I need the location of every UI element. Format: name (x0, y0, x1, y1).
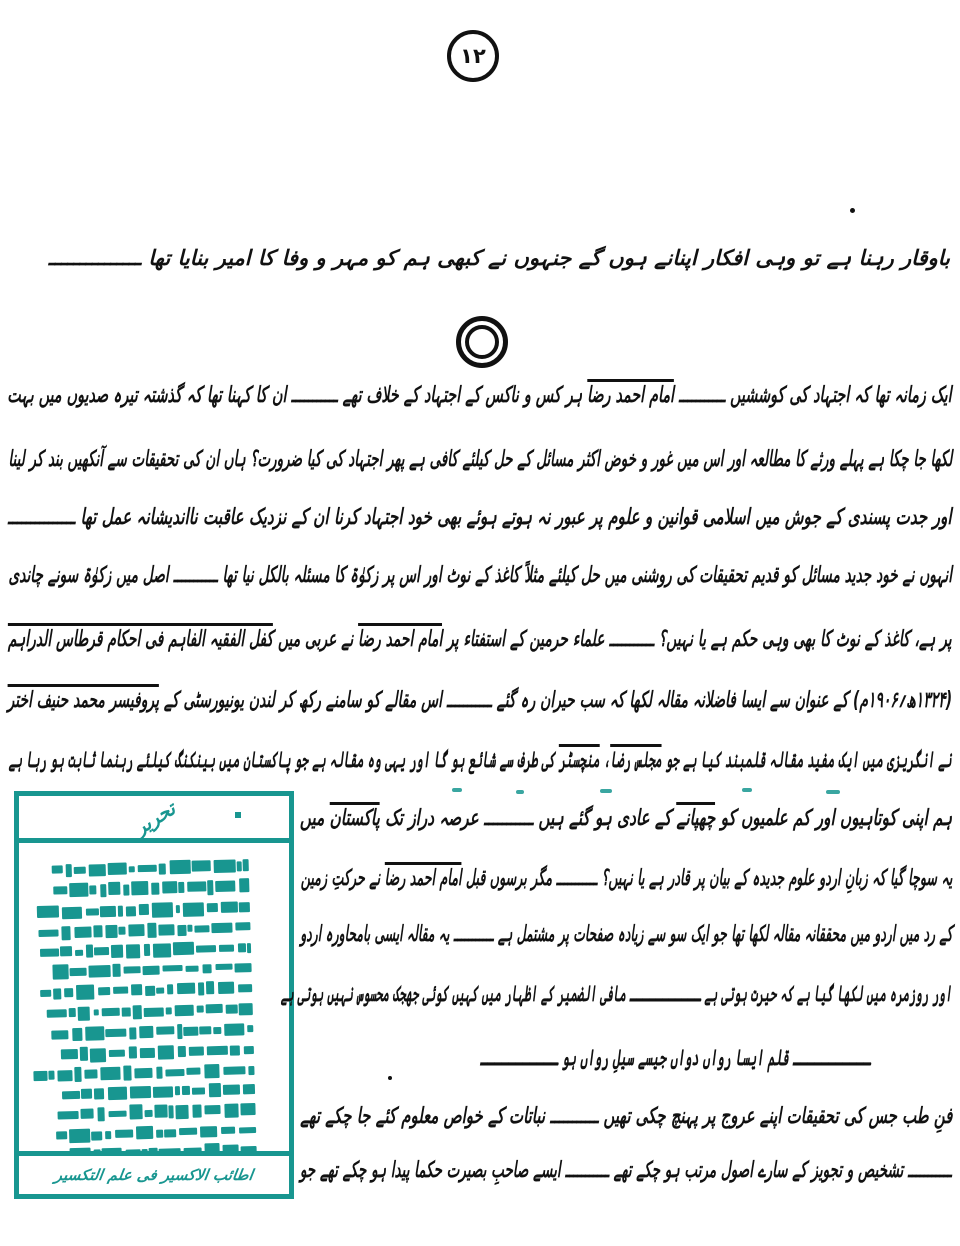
text-segment: ہم اپنی کوتاہیوں اور کم علمیوں کو (715, 806, 952, 831)
text-segment: ، (599, 748, 611, 773)
overlined-title: امام احمد رضا (384, 862, 461, 891)
main-text-line-4 (8, 563, 952, 609)
teal-mark (600, 789, 612, 793)
overlined-title: کفل الفقیہ الفاہم فی احکام قرطاس الدراہم (8, 623, 273, 652)
manuscript-row (41, 1019, 253, 1043)
text-segment: کی طرف سے شائع ہو گا اور یہی وہ مقالہ ہے جو پاکستان میں بینکنگ کیلئے رہنما ثابت ہو رہا ہے (8, 748, 560, 773)
text-segment: انہوں نے خود جدید مسائل کو قدیم تحقیقات کی روشنی میں حل کیلئے مثلاً کاغذ کے نوٹ اور اس پر زکوٰۃ کا مسئلہ بالکل نیا تھا ـــــــــــ اصل میں زکوٰۃ سونے چاندی (8, 563, 952, 588)
couplet-line: باوقار رہنا ہے تو وہی افکار اپنانے ہوں گے جنہوں نے کبھی ہم کو مہر و وفا کا امیر بنایا تھا ـــــــــــــــ (48, 246, 950, 270)
text-segment: نے عربی میں (273, 627, 359, 652)
inset-header-label: تحریر (130, 797, 180, 840)
text-segment: یہ سوچا گیا کہ زبانِ اردو علوم جدیدہ کے بیان پر قادر ہے یا نہیں؟ ـــــــــــ مگر برسوں قبل (461, 866, 952, 891)
inset-footer-title: اطائب الاکسیر فی علم التکسیر (53, 1166, 255, 1184)
side-text-line-4 (281, 982, 952, 1028)
text-segment: ـــــــــــ تشخیص و تجویز کے سارے اصول مرتب ہو چکے تھے ـــــــــــ ایسے صاحبِ بصیرت حکما پیدا ہو چکے تھے جو (300, 1158, 952, 1183)
main-text-line-5 (8, 627, 952, 673)
teal-mark (826, 790, 840, 794)
text-segment: ـــــــــــ قلم ایسا رواں دواں جیسے سیلِ رواں ہو ـــــــــــ (479, 1046, 870, 1071)
manuscript-row (38, 897, 250, 921)
ornament-circle (456, 316, 508, 368)
text-segment: کے رد میں اردو میں محققانہ مقالہ لکھا تھا جو ایک سو سے زیادہ صفحات پر مشتمل ہے ـــــــــــ یہ مقالہ ایسی بامحاورہ اردو (299, 922, 952, 947)
page-number: ۱۲ (460, 44, 486, 68)
text-segment: لکھا جا چکا ہے پہلے ورثے کا مطالعہ اور اس میں غور و خوض اکثر مسائل کے حل کیلئے کافی ہے پھر اجتہاد کی کیا ضرورت؟ ہاں ان کی تحقیقات سے آنکھیں بند کر لینا (8, 447, 952, 472)
text-segment: فنِ طب جس کی تحقیقات اپنے عروج پر پہنچ چکی تھیں ـــــــــــ نباتات کے خواص معلوم کئے جا چکے تھے (299, 1104, 952, 1129)
page-number-badge (447, 30, 499, 82)
main-text-line-6 (8, 688, 952, 734)
manuscript-row (43, 1080, 255, 1102)
text-segment: اور جدت پسندی کے جوش میں اسلامی قوانین و علوم پر عبور نہ ہوتے ہوئے بھی خود اجتہاد کرنا ان کے نزدیک عاقبت نااندیشانہ عمل تھا ـــــــــــــــ (8, 505, 952, 530)
text-segment: (۱۳۲۴ھ؍۱۹۰۶م) کے عنوان سے ایسا فاضلانہ مقالہ لکھا کہ سب حیران رہ گئے ـــــــــــ اس مقالے کو سامنے رکھ کر لندن یونیورسٹی کے (158, 688, 952, 713)
teal-mark (452, 788, 462, 792)
overlined-title: مجلس رضا (611, 744, 662, 773)
text-segment: نے حرکتِ زمین (300, 866, 385, 891)
side-text-line-6 (300, 1104, 952, 1150)
side-text-line-1 (300, 806, 952, 852)
overlined-title: پروفیسر محمد حنیف اختر (8, 684, 159, 713)
main-text-line-1 (8, 383, 952, 429)
text-segment: میں (299, 806, 330, 831)
text-segment: ہر کس و ناکس کے اجتہاد کے خلاف تھے ـــــــــــ ان کا کہنا تھا کہ گذشتہ تیرہ صدیوں میں بہت (7, 383, 588, 408)
main-text-line-7 (8, 748, 952, 794)
text-segment: اور روزمرہ میں لکھا گیا ہے کہ حیرت ہوتی ہے ـــــــــــ مافی الضمیر کے اظہار میں کہیں کوئی جھجک محسوس نہیں ہوتی ہے (281, 982, 952, 1007)
manuscript-row (39, 958, 251, 980)
overlined-title: چھپانے (676, 802, 715, 831)
overlined-title: پاکستان (329, 802, 379, 831)
ornament-inner-circle (465, 325, 499, 359)
side-text-line-3 (300, 922, 952, 968)
scan-speck (388, 1076, 392, 1080)
overlined-title: منچسٹر (559, 744, 600, 773)
main-text-line-3 (8, 505, 952, 551)
side-text-line-5 (480, 1046, 870, 1092)
text-segment: ایک زمانہ تھا کہ اجتہاد کی کوششیں ـــــــــــ (674, 383, 952, 408)
main-text-line-2 (8, 447, 952, 493)
teal-mark (516, 790, 524, 794)
scan-speck (850, 208, 855, 213)
overlined-title: امام احمد رضا (358, 623, 442, 652)
text-segment: نے انگریزی میں ایک مفید مقالہ قلمبند کیا ہے جو (661, 748, 952, 773)
side-text-line-7 (300, 1158, 952, 1204)
overlined-title: امام احمد رضا (587, 379, 674, 408)
text-segment: پر ہے، کاغذ کے نوٹ کا بھی وہی حکم ہے یا نہیں؟ ـــــــــــ علماء حرمین کے استفتاء پر (442, 627, 952, 652)
text-segment: کے عادی ہو گئے ہیں ـــــــــــ عرصہ دراز تک (379, 806, 677, 831)
teal-mark (742, 788, 752, 792)
side-text-line-2 (300, 866, 952, 912)
